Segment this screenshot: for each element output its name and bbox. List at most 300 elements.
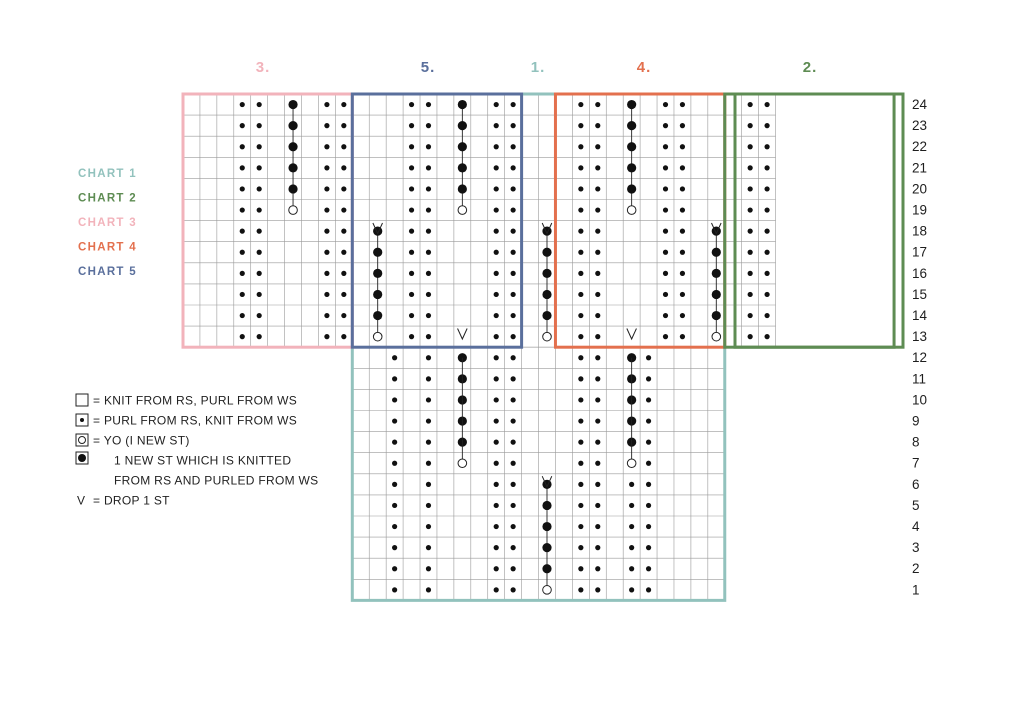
purl-dot xyxy=(257,123,262,128)
purl-dot xyxy=(392,440,397,445)
purl-dot xyxy=(240,123,245,128)
purl-dot xyxy=(511,186,516,191)
purl-dot xyxy=(511,397,516,402)
purl-dot xyxy=(426,186,431,191)
purl-dot xyxy=(595,186,600,191)
chart-labels xyxy=(76,59,928,597)
purl-dot xyxy=(748,292,753,297)
row-number: 3 xyxy=(912,540,920,556)
purl-dot xyxy=(240,165,245,170)
drop-stitch-v xyxy=(458,329,468,340)
purl-dot xyxy=(629,503,634,508)
yo-circle xyxy=(289,206,298,215)
purl-dot xyxy=(494,250,499,255)
purl-dot xyxy=(511,229,516,234)
purl-dot xyxy=(324,292,329,297)
purl-dot xyxy=(257,229,262,234)
row-number: 11 xyxy=(912,371,927,387)
purl-dot xyxy=(595,292,600,297)
purl-dot xyxy=(748,123,753,128)
purl-dot xyxy=(595,334,600,339)
new-stitch-dot xyxy=(458,184,467,193)
purl-dot xyxy=(578,440,583,445)
purl-dot xyxy=(409,102,414,107)
row-number: 22 xyxy=(912,139,928,155)
new-stitch-dot xyxy=(542,248,551,257)
purl-dot xyxy=(341,102,346,107)
chart-name-3: CHART 3 xyxy=(78,217,137,229)
new-stitch-dot xyxy=(458,100,467,109)
purl-dot xyxy=(511,313,516,318)
purl-dot xyxy=(595,545,600,550)
row-number: 19 xyxy=(912,202,928,218)
chart-header-3: 1. xyxy=(530,59,546,76)
purl-dot xyxy=(595,250,600,255)
purl-dot xyxy=(764,229,769,234)
row-number: 2 xyxy=(912,561,920,577)
purl-dot xyxy=(494,355,499,360)
purl-dot xyxy=(595,376,600,381)
purl-dot xyxy=(426,440,431,445)
purl-dot xyxy=(663,102,668,107)
purl-dot xyxy=(409,165,414,170)
purl-dot xyxy=(511,524,516,529)
yo-circle xyxy=(712,332,721,341)
purl-dot xyxy=(494,587,499,592)
purl-dot xyxy=(494,207,499,212)
row-number: 10 xyxy=(912,392,928,408)
purl-dot xyxy=(494,482,499,487)
purl-dot xyxy=(646,545,651,550)
new-stitch-dot xyxy=(288,142,297,151)
new-stitch-dot xyxy=(542,269,551,278)
purl-dot xyxy=(595,123,600,128)
purl-dot xyxy=(629,482,634,487)
new-stitch-dot xyxy=(288,100,297,109)
purl-dot xyxy=(341,165,346,170)
purl-dot xyxy=(341,229,346,234)
yo-circle xyxy=(627,459,636,468)
legend-knit: = KNIT FROM RS, PURL FROM WS xyxy=(93,393,298,408)
purl-dot xyxy=(426,482,431,487)
purl-dot xyxy=(426,566,431,571)
new-stitch-dot xyxy=(288,163,297,172)
purl-dot xyxy=(426,503,431,508)
purl-dot xyxy=(409,123,414,128)
purl-dot xyxy=(324,144,329,149)
row-number: 18 xyxy=(912,223,928,239)
row-number: 5 xyxy=(912,497,920,513)
purl-dot xyxy=(595,524,600,529)
purl-dot xyxy=(578,165,583,170)
purl-dot xyxy=(494,313,499,318)
purl-dot xyxy=(324,123,329,128)
purl-dot xyxy=(494,376,499,381)
purl-dot xyxy=(392,482,397,487)
purl-dot xyxy=(748,229,753,234)
new-stitch-dot xyxy=(542,501,551,510)
purl-dot xyxy=(409,292,414,297)
purl-dot xyxy=(748,102,753,107)
purl-dot xyxy=(257,334,262,339)
purl-dot xyxy=(426,102,431,107)
legend-yo: = YO (I NEW ST) xyxy=(93,433,190,448)
purl-dot xyxy=(240,102,245,107)
new-stitch-symbol-dot xyxy=(78,454,86,462)
new-stitch-dot xyxy=(373,290,382,299)
purl-dot xyxy=(578,229,583,234)
purl-dot xyxy=(324,165,329,170)
purl-dot xyxy=(680,165,685,170)
purl-dot xyxy=(680,144,685,149)
purl-dot xyxy=(663,250,668,255)
purl-dot xyxy=(511,587,516,592)
chart-header-1: 3. xyxy=(255,59,271,76)
purl-dot xyxy=(595,587,600,592)
purl-dot xyxy=(324,313,329,318)
purl-dot xyxy=(511,545,516,550)
purl-dot xyxy=(494,271,499,276)
row-number: 6 xyxy=(912,476,920,492)
purl-dot xyxy=(578,250,583,255)
purl-dot xyxy=(324,250,329,255)
purl-dot xyxy=(409,313,414,318)
purl-dot xyxy=(392,566,397,571)
purl-dot xyxy=(764,207,769,212)
purl-dot xyxy=(629,545,634,550)
drop-stitch-v xyxy=(627,329,637,340)
chart-name-1: CHART 1 xyxy=(78,168,137,180)
purl-dot xyxy=(764,144,769,149)
purl-dot xyxy=(257,207,262,212)
purl-dot xyxy=(426,418,431,423)
new-stitch-dot xyxy=(373,269,382,278)
purl-dot xyxy=(764,313,769,318)
purl-dot xyxy=(494,334,499,339)
purl-dot xyxy=(578,186,583,191)
new-stitch-dot xyxy=(627,121,636,130)
purl-dot xyxy=(426,144,431,149)
purl-dot xyxy=(578,524,583,529)
purl-dot xyxy=(392,503,397,508)
new-stitch-dot xyxy=(627,184,636,193)
purl-dot xyxy=(341,144,346,149)
purl-dot xyxy=(341,271,346,276)
purl-dot xyxy=(663,144,668,149)
purl-dot xyxy=(680,207,685,212)
new-stitch-dot xyxy=(712,248,721,257)
knit-symbol xyxy=(76,394,88,406)
purl-dot xyxy=(646,503,651,508)
legend-purl: = PURL FROM RS, KNIT FROM WS xyxy=(93,413,298,428)
purl-dot xyxy=(663,186,668,191)
purl-dot xyxy=(646,418,651,423)
row-number: 14 xyxy=(912,308,928,323)
purl-dot xyxy=(578,482,583,487)
row-number: 23 xyxy=(912,118,928,134)
purl-dot xyxy=(494,566,499,571)
purl-dot xyxy=(392,461,397,466)
purl-dot xyxy=(494,545,499,550)
purl-dot xyxy=(646,524,651,529)
purl-dot xyxy=(646,376,651,381)
yo-circle xyxy=(543,586,552,595)
purl-dot xyxy=(578,144,583,149)
purl-dot xyxy=(511,503,516,508)
purl-dot xyxy=(494,440,499,445)
purl-dot xyxy=(646,440,651,445)
purl-dot xyxy=(578,587,583,592)
purl-dot xyxy=(511,123,516,128)
purl-dot xyxy=(511,207,516,212)
purl-dot xyxy=(629,587,634,592)
purl-dot xyxy=(426,545,431,550)
purl-dot xyxy=(341,313,346,318)
purl-dot xyxy=(409,334,414,339)
purl-dot xyxy=(494,461,499,466)
purl-dot xyxy=(748,250,753,255)
purl-dot xyxy=(511,376,516,381)
purl-dot xyxy=(426,271,431,276)
purl-dot xyxy=(341,207,346,212)
legend-new-stitch-line1: 1 NEW ST WHICH IS KNITTED xyxy=(114,453,292,468)
purl-dot xyxy=(680,313,685,318)
purl-dot xyxy=(240,313,245,318)
purl-dot xyxy=(595,144,600,149)
chart-name-2: CHART 2 xyxy=(78,192,137,205)
purl-dot xyxy=(680,334,685,339)
purl-dot xyxy=(748,144,753,149)
purl-dot xyxy=(595,313,600,318)
purl-dot xyxy=(240,292,245,297)
purl-dot xyxy=(680,123,685,128)
purl-dot xyxy=(578,503,583,508)
purl-dot xyxy=(764,186,769,191)
purl-dot xyxy=(494,292,499,297)
purl-dot xyxy=(748,165,753,170)
purl-dot xyxy=(257,292,262,297)
purl-dot xyxy=(494,144,499,149)
purl-dot xyxy=(595,566,600,571)
purl-dot xyxy=(663,334,668,339)
purl-dot xyxy=(426,207,431,212)
row-number: 7 xyxy=(912,455,920,471)
purl-dot xyxy=(511,144,516,149)
purl-dot xyxy=(494,186,499,191)
purl-dot xyxy=(748,334,753,339)
purl-dot xyxy=(494,165,499,170)
chart-header-2: 5. xyxy=(420,59,436,76)
purl-dot xyxy=(748,313,753,318)
purl-dot xyxy=(409,186,414,191)
purl-dot xyxy=(764,250,769,255)
purl-dot xyxy=(578,397,583,402)
purl-dot xyxy=(341,292,346,297)
purl-dot xyxy=(392,587,397,592)
purl-dot xyxy=(494,123,499,128)
purl-dot xyxy=(578,313,583,318)
purl-dot xyxy=(240,144,245,149)
new-stitch-dot xyxy=(458,142,467,151)
row-number: 15 xyxy=(912,286,928,302)
purl-dot xyxy=(494,397,499,402)
purl-dot xyxy=(511,482,516,487)
purl-dot xyxy=(578,461,583,466)
purl-dot xyxy=(426,397,431,402)
purl-dot xyxy=(494,503,499,508)
purl-dot xyxy=(578,376,583,381)
yo-symbol-circle xyxy=(79,437,86,444)
purl-dot xyxy=(595,397,600,402)
purl-dot xyxy=(257,165,262,170)
purl-dot xyxy=(341,123,346,128)
purl-dot xyxy=(426,524,431,529)
purl-dot xyxy=(646,355,651,360)
purl-dot xyxy=(595,418,600,423)
purl-dot xyxy=(764,334,769,339)
purl-dot xyxy=(494,418,499,423)
purl-dot xyxy=(392,418,397,423)
purl-dot xyxy=(629,524,634,529)
purl-dot xyxy=(748,271,753,276)
purl-dot xyxy=(764,102,769,107)
yo-circle xyxy=(458,459,467,468)
purl-dot xyxy=(392,524,397,529)
row-number: 4 xyxy=(912,519,920,534)
purl-dot xyxy=(578,334,583,339)
purl-dot xyxy=(511,418,516,423)
purl-dot xyxy=(680,102,685,107)
purl-dot xyxy=(764,165,769,170)
purl-dot xyxy=(324,334,329,339)
purl-dot xyxy=(324,207,329,212)
row-number: 13 xyxy=(912,329,928,345)
legend-drop: = DROP 1 ST xyxy=(93,493,170,508)
purl-dot xyxy=(392,355,397,360)
purl-dot xyxy=(595,271,600,276)
new-stitch-dot xyxy=(712,269,721,278)
purl-dot xyxy=(426,355,431,360)
purl-dot xyxy=(257,144,262,149)
purl-dot xyxy=(511,566,516,571)
purl-dot xyxy=(392,545,397,550)
purl-dot xyxy=(646,566,651,571)
purl-dot xyxy=(578,418,583,423)
row-number: 20 xyxy=(912,181,928,197)
purl-dot xyxy=(595,102,600,107)
purl-dot xyxy=(324,102,329,107)
row-number: 16 xyxy=(912,265,928,281)
purl-dot xyxy=(426,250,431,255)
purl-dot xyxy=(426,123,431,128)
purl-dot xyxy=(341,186,346,191)
purl-dot xyxy=(595,461,600,466)
new-stitch-dot xyxy=(542,564,551,573)
purl-dot xyxy=(494,102,499,107)
purl-dot xyxy=(426,229,431,234)
purl-dot xyxy=(578,292,583,297)
purl-dot xyxy=(426,461,431,466)
purl-dot xyxy=(511,102,516,107)
purl-dot xyxy=(257,313,262,318)
purl-dot xyxy=(324,186,329,191)
purl-dot xyxy=(511,165,516,170)
purl-dot xyxy=(426,165,431,170)
row-number: 24 xyxy=(912,97,928,112)
chart-header-5: 2. xyxy=(802,59,818,76)
purl-dot xyxy=(426,313,431,318)
yo-circle xyxy=(373,332,382,341)
purl-dot xyxy=(341,334,346,339)
purl-dot xyxy=(629,566,634,571)
row-number: 17 xyxy=(912,244,928,260)
purl-dot xyxy=(578,207,583,212)
purl-dot xyxy=(392,376,397,381)
purl-dot xyxy=(511,271,516,276)
new-stitch-dot xyxy=(542,311,551,320)
purl-dot xyxy=(409,271,414,276)
purl-dot xyxy=(646,461,651,466)
purl-dot xyxy=(748,186,753,191)
purl-symbol-dot xyxy=(80,418,84,422)
purl-dot xyxy=(494,229,499,234)
purl-dot xyxy=(578,566,583,571)
purl-dot xyxy=(240,207,245,212)
purl-dot xyxy=(663,313,668,318)
purl-dot xyxy=(257,186,262,191)
purl-dot xyxy=(595,503,600,508)
purl-dot xyxy=(324,271,329,276)
purl-dot xyxy=(578,545,583,550)
purl-dot xyxy=(578,355,583,360)
purl-dot xyxy=(511,250,516,255)
new-stitch-dot xyxy=(542,522,551,531)
purl-dot xyxy=(646,587,651,592)
purl-dot xyxy=(663,123,668,128)
new-stitch-dot xyxy=(627,142,636,151)
new-stitch-dot xyxy=(288,184,297,193)
purl-dot xyxy=(663,165,668,170)
yo-circle xyxy=(458,206,467,215)
purl-dot xyxy=(646,482,651,487)
purl-dot xyxy=(680,229,685,234)
purl-dot xyxy=(240,271,245,276)
purl-dot xyxy=(578,271,583,276)
purl-dot xyxy=(494,524,499,529)
purl-dot xyxy=(680,250,685,255)
purl-dot xyxy=(240,334,245,339)
row-number: 1 xyxy=(912,582,920,598)
purl-dot xyxy=(240,250,245,255)
purl-dot xyxy=(764,271,769,276)
purl-dot xyxy=(595,165,600,170)
new-stitch-dot xyxy=(373,248,382,257)
chart-name-5: CHART 5 xyxy=(78,266,137,278)
purl-dot xyxy=(392,397,397,402)
chart-name-4: CHART 4 xyxy=(78,241,137,254)
legend-drop-symbol: V xyxy=(77,493,86,508)
purl-dot xyxy=(409,207,414,212)
new-stitch-dot xyxy=(373,311,382,320)
purl-dot xyxy=(409,250,414,255)
purl-dot xyxy=(680,186,685,191)
purl-dot xyxy=(240,229,245,234)
new-stitch-dot xyxy=(542,543,551,552)
new-stitch-dot xyxy=(627,163,636,172)
row-number: 9 xyxy=(912,413,920,429)
chart-header-4: 4. xyxy=(636,59,652,76)
purl-dot xyxy=(426,376,431,381)
